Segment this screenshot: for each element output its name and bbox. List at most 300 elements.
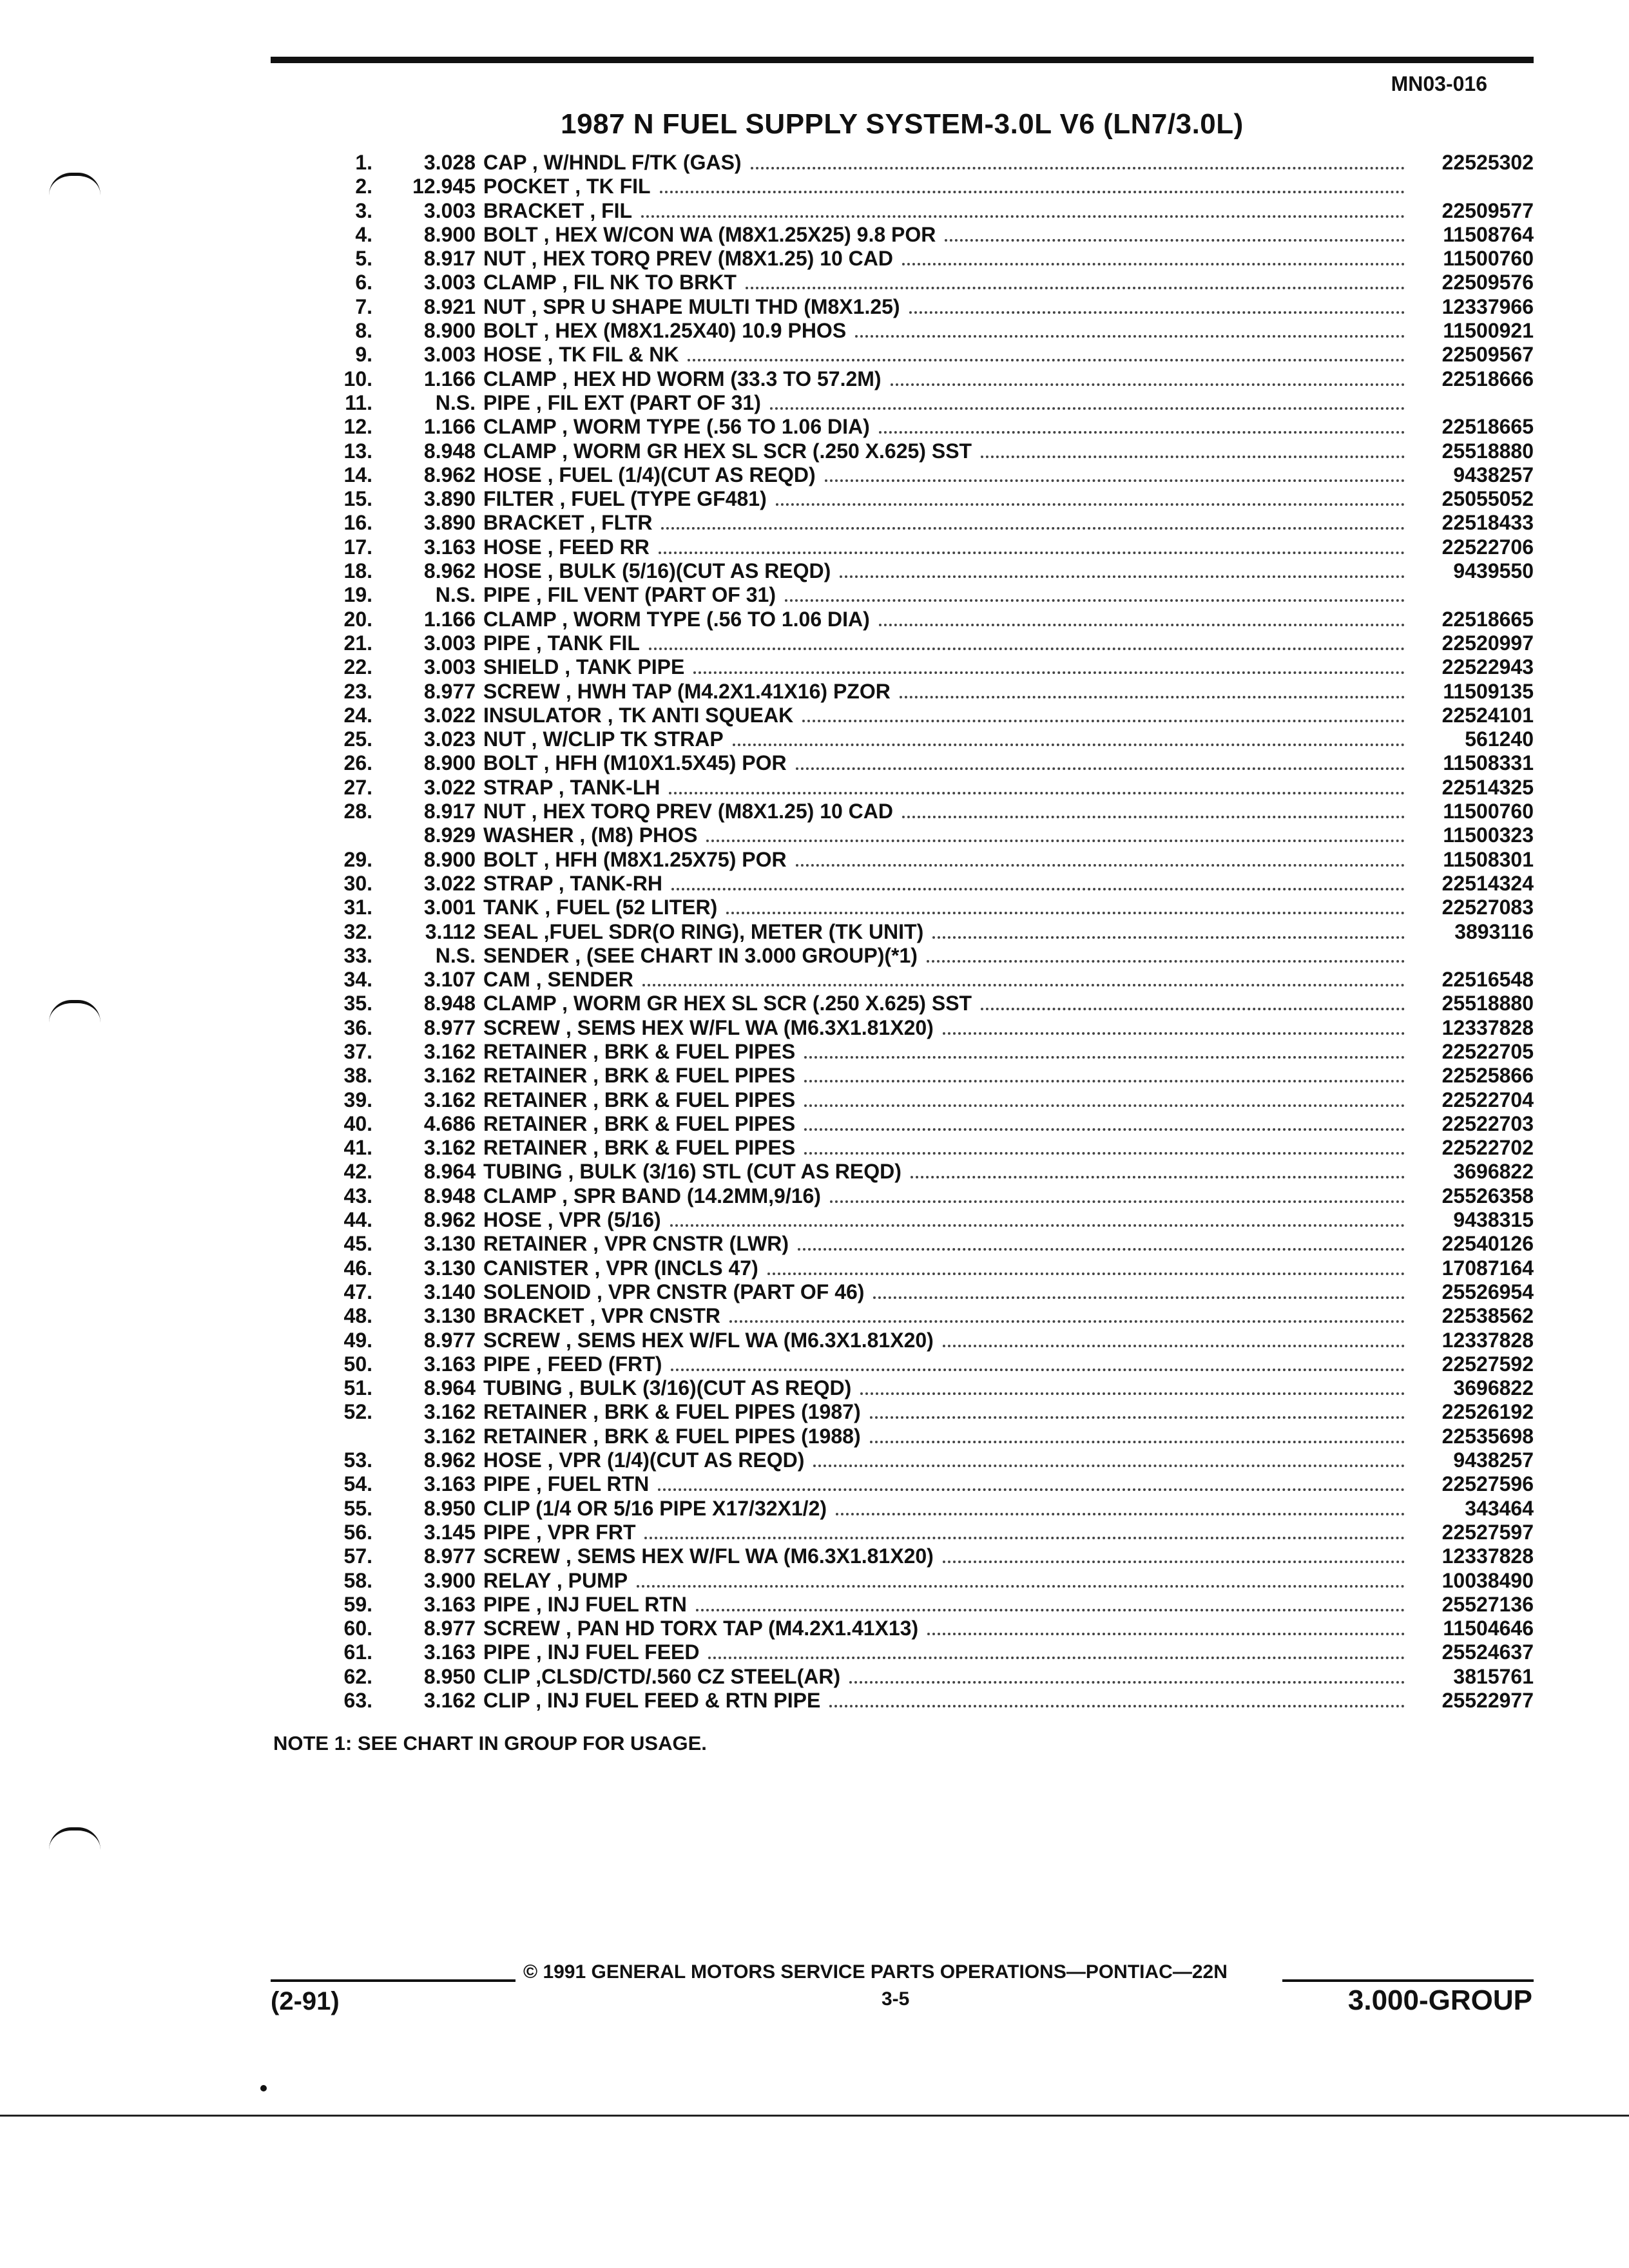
item-number: 41. bbox=[343, 1136, 372, 1160]
part-detail: , HFH (M10X1.5X45) POR bbox=[543, 751, 787, 775]
part-row bbox=[271, 391, 1534, 415]
part-row bbox=[271, 920, 1534, 944]
group-number: 8.921 bbox=[423, 294, 476, 318]
part-description bbox=[483, 1376, 1405, 1400]
part-row bbox=[271, 1376, 1534, 1400]
part-row bbox=[271, 800, 1534, 823]
description-text bbox=[483, 968, 642, 992]
group-number: 8.977 bbox=[423, 1015, 476, 1039]
part-name: CLAMP bbox=[483, 367, 557, 390]
part-name: RELAY bbox=[483, 1568, 551, 1592]
group-number: 3.003 bbox=[423, 198, 476, 222]
part-description bbox=[483, 1593, 1405, 1617]
part-row bbox=[271, 1400, 1534, 1424]
part-name: SENDER bbox=[483, 943, 570, 967]
description-text bbox=[483, 751, 796, 775]
description-text bbox=[483, 1208, 670, 1232]
part-row bbox=[271, 968, 1534, 992]
group-number: 3.163 bbox=[423, 535, 476, 559]
description-text bbox=[483, 1472, 658, 1496]
part-row bbox=[271, 776, 1534, 800]
part-row bbox=[271, 1329, 1534, 1352]
part-name: NUT bbox=[483, 727, 526, 751]
dot-leader bbox=[658, 1488, 1405, 1491]
part-name: BRACKET bbox=[483, 1304, 584, 1328]
description-text bbox=[483, 1593, 696, 1617]
part-row bbox=[271, 1593, 1534, 1617]
part-detail: , SENDER bbox=[535, 968, 633, 992]
part-row bbox=[271, 295, 1534, 319]
dot-leader bbox=[802, 720, 1405, 722]
dot-leader bbox=[637, 1585, 1405, 1588]
part-number: 22535698 bbox=[1441, 1424, 1534, 1448]
description-text bbox=[483, 1040, 804, 1064]
item-number: 34. bbox=[343, 968, 372, 992]
item-number: 63. bbox=[343, 1689, 372, 1712]
part-number: 12337828 bbox=[1441, 1015, 1534, 1039]
description-text bbox=[483, 944, 927, 968]
part-detail: , FIL bbox=[590, 198, 633, 222]
part-description bbox=[483, 1689, 1405, 1713]
part-row bbox=[271, 463, 1534, 487]
item-number: 48. bbox=[343, 1304, 372, 1328]
group-number: 3.163 bbox=[423, 1640, 476, 1664]
dot-leader bbox=[879, 431, 1405, 434]
part-name: SCREW bbox=[483, 1617, 561, 1640]
part-name: CLAMP bbox=[483, 607, 557, 631]
part-detail: , W/HNDL F/TK (GAS) bbox=[532, 151, 742, 174]
group-number: 3.130 bbox=[423, 1304, 476, 1328]
part-description bbox=[483, 583, 1405, 607]
part-number: 22522943 bbox=[1441, 655, 1534, 679]
item-number: 20. bbox=[343, 607, 372, 631]
dot-leader bbox=[688, 359, 1405, 361]
description-text bbox=[483, 1425, 870, 1448]
dot-leader bbox=[659, 552, 1405, 554]
part-row bbox=[271, 583, 1534, 607]
group-number: 3.163 bbox=[423, 1592, 476, 1616]
description-text bbox=[483, 583, 785, 607]
part-description bbox=[483, 1232, 1405, 1256]
part-detail: , FEED RR bbox=[547, 535, 650, 559]
part-number: 3696822 bbox=[1453, 1376, 1534, 1400]
part-description bbox=[483, 415, 1405, 439]
group-number: N.S. bbox=[435, 943, 476, 967]
description-text bbox=[483, 1400, 870, 1424]
group-number: 3.023 bbox=[423, 727, 476, 751]
part-number: 3893116 bbox=[1454, 919, 1534, 943]
part-detail: , SEMS HEX W/FL WA (M6.3X1.81X20) bbox=[566, 1544, 934, 1568]
dot-leader bbox=[693, 671, 1405, 674]
part-detail: , VPR CNSTR bbox=[590, 1304, 721, 1328]
part-number: 22518665 bbox=[1441, 607, 1534, 631]
dot-leader bbox=[855, 335, 1405, 338]
item-number: 13. bbox=[343, 439, 372, 463]
part-detail: , VPR (1/4)(CUT AS REQD) bbox=[547, 1448, 805, 1472]
part-description bbox=[483, 391, 1405, 415]
group-number: 8.962 bbox=[423, 1208, 476, 1232]
item-number: 35. bbox=[343, 992, 372, 1015]
group-number: 3.145 bbox=[423, 1520, 476, 1544]
group-number: 3.163 bbox=[423, 1352, 476, 1376]
part-detail: , SPR BAND (14.2MM,9/16) bbox=[562, 1184, 821, 1207]
part-description bbox=[483, 1400, 1405, 1424]
description-text bbox=[483, 343, 688, 367]
part-description bbox=[483, 823, 1405, 847]
description-text bbox=[483, 1304, 729, 1328]
part-number: 22514325 bbox=[1441, 775, 1534, 799]
dot-leader bbox=[911, 1176, 1405, 1178]
part-number: 22527596 bbox=[1441, 1472, 1534, 1496]
group-number: 8.977 bbox=[423, 1328, 476, 1352]
description-text bbox=[483, 463, 825, 487]
page-number: 3-5 bbox=[882, 1988, 910, 2010]
dot-leader bbox=[746, 287, 1405, 289]
part-description bbox=[483, 559, 1405, 583]
dot-leader bbox=[796, 864, 1405, 867]
description-text bbox=[483, 848, 796, 872]
group-number: 3.162 bbox=[423, 1088, 476, 1111]
item-number: 52. bbox=[343, 1400, 372, 1424]
part-number: 11500921 bbox=[1443, 319, 1534, 343]
part-row bbox=[271, 223, 1534, 247]
part-row bbox=[271, 559, 1534, 583]
part-number: 22522704 bbox=[1441, 1088, 1534, 1111]
description-text bbox=[483, 151, 751, 175]
group-number: 8.900 bbox=[423, 847, 476, 871]
dot-leader bbox=[660, 191, 1405, 193]
part-detail: , PAN HD TORX TAP (M4.2X1.41X13) bbox=[566, 1617, 919, 1640]
part-number: 25524637 bbox=[1441, 1640, 1534, 1664]
part-description bbox=[483, 295, 1405, 319]
group-number: N.S. bbox=[435, 390, 476, 414]
description-text bbox=[483, 1136, 804, 1160]
dot-leader bbox=[879, 624, 1405, 626]
part-description bbox=[483, 1280, 1405, 1304]
part-description bbox=[483, 1569, 1405, 1593]
part-name: RETAINER bbox=[483, 1039, 588, 1063]
part-row bbox=[271, 1665, 1534, 1689]
part-detail: , FEED (FRT) bbox=[535, 1352, 662, 1376]
part-description bbox=[483, 367, 1405, 391]
group-number: 3.022 bbox=[423, 703, 476, 727]
dot-leader bbox=[804, 1056, 1405, 1059]
part-row bbox=[271, 1184, 1534, 1208]
part-name: SCREW bbox=[483, 1328, 561, 1352]
description-text bbox=[483, 655, 693, 679]
part-number: 12337828 bbox=[1441, 1328, 1534, 1352]
dot-leader bbox=[829, 1705, 1405, 1707]
dot-leader bbox=[733, 744, 1405, 746]
part-row bbox=[271, 487, 1534, 511]
part-row bbox=[271, 151, 1534, 175]
item-number: 36. bbox=[343, 1015, 372, 1039]
part-detail: , HFH (M8X1.25X75) POR bbox=[543, 847, 787, 871]
part-detail: , W/CLIP TK STRAP bbox=[531, 727, 724, 751]
description-text bbox=[483, 1280, 873, 1304]
description-text bbox=[483, 439, 981, 463]
part-detail: , INJ FUEL FEED & RTN PIPE bbox=[535, 1689, 821, 1712]
part-number: 17087164 bbox=[1441, 1256, 1534, 1280]
part-detail: , HWH TAP (M4.2X1.41X16) PZOR bbox=[566, 679, 891, 703]
part-description bbox=[483, 175, 1405, 198]
part-description bbox=[483, 1665, 1405, 1689]
dot-leader bbox=[776, 503, 1405, 506]
part-number: 22520997 bbox=[1441, 631, 1534, 655]
dot-leader bbox=[641, 215, 1405, 218]
part-name: SCREW bbox=[483, 679, 561, 703]
part-row bbox=[271, 680, 1534, 704]
part-description bbox=[483, 968, 1405, 992]
dot-leader bbox=[909, 311, 1405, 314]
part-name: RETAINER bbox=[483, 1088, 588, 1111]
part-description bbox=[483, 1544, 1405, 1568]
part-number: 22522705 bbox=[1441, 1039, 1534, 1063]
part-number: 3815761 bbox=[1453, 1664, 1534, 1688]
part-detail: , BULK (5/16)(CUT AS REQD) bbox=[547, 559, 831, 583]
part-number: 561240 bbox=[1465, 727, 1534, 751]
part-detail: , VPR CNSTR (LWR) bbox=[593, 1232, 789, 1256]
dot-leader bbox=[804, 1128, 1405, 1131]
item-number: 22. bbox=[343, 655, 372, 679]
part-detail: , BRK & FUEL PIPES bbox=[593, 1039, 796, 1063]
part-name: NUT bbox=[483, 294, 526, 318]
item-number: 57. bbox=[343, 1544, 372, 1568]
part-name: NUT bbox=[483, 247, 526, 271]
part-detail: , HEX (M8X1.25X40) 10.9 PHOS bbox=[543, 319, 847, 343]
part-description bbox=[483, 848, 1405, 872]
part-row bbox=[271, 1232, 1534, 1256]
part-detail: , FIL EXT (PART OF 31) bbox=[535, 390, 761, 414]
part-row bbox=[271, 1521, 1534, 1544]
part-detail: , WORM GR HEX SL SCR (.250 X.625) SST bbox=[562, 992, 972, 1015]
part-number: 22509576 bbox=[1441, 271, 1534, 294]
part-row bbox=[271, 655, 1534, 679]
part-name: RETAINER bbox=[483, 1400, 588, 1424]
part-row bbox=[271, 751, 1534, 775]
item-number: 27. bbox=[343, 775, 372, 799]
group-number: 3.162 bbox=[423, 1689, 476, 1712]
part-row bbox=[271, 1352, 1534, 1376]
part-detail: , VPR (INCLS 47) bbox=[594, 1256, 758, 1280]
dot-leader bbox=[706, 840, 1405, 842]
part-description bbox=[483, 487, 1405, 511]
part-name: CLIP bbox=[483, 1496, 530, 1520]
dot-leader bbox=[804, 1104, 1405, 1107]
part-name: PIPE bbox=[483, 1640, 530, 1664]
part-description bbox=[483, 1640, 1405, 1664]
group-number: 3.140 bbox=[423, 1280, 476, 1303]
part-number: 22518433 bbox=[1441, 511, 1534, 535]
group-number: 3.022 bbox=[423, 871, 476, 895]
part-name: CLAMP bbox=[483, 415, 557, 439]
group-number: 3.022 bbox=[423, 775, 476, 799]
part-description bbox=[483, 655, 1405, 679]
part-number: 11500760 bbox=[1443, 800, 1534, 823]
part-name: BRACKET bbox=[483, 511, 584, 535]
part-name: SEAL bbox=[483, 919, 538, 943]
item-number: 29. bbox=[343, 847, 372, 871]
description-text bbox=[483, 1497, 836, 1521]
part-row bbox=[271, 1640, 1534, 1664]
description-text bbox=[483, 1256, 767, 1280]
part-row bbox=[271, 1136, 1534, 1160]
part-number: 11500323 bbox=[1443, 823, 1534, 847]
item-number: 60. bbox=[343, 1617, 372, 1640]
item-number: 40. bbox=[343, 1111, 372, 1135]
item-number: 59. bbox=[343, 1592, 372, 1616]
part-row bbox=[271, 175, 1534, 198]
description-text bbox=[483, 487, 776, 511]
dot-leader bbox=[661, 527, 1405, 530]
dot-leader bbox=[981, 456, 1405, 458]
item-number: 54. bbox=[343, 1472, 372, 1496]
group-number: 8.962 bbox=[423, 1448, 476, 1472]
part-number: 22538562 bbox=[1441, 1304, 1534, 1328]
dot-leader bbox=[669, 792, 1405, 794]
item-number: 15. bbox=[343, 487, 372, 511]
part-name: STRAP bbox=[483, 775, 553, 799]
group-label: 3.000-GROUP bbox=[1347, 1984, 1532, 2016]
part-description bbox=[483, 1040, 1405, 1064]
group-number: 3.130 bbox=[423, 1232, 476, 1256]
part-name: RETAINER bbox=[483, 1064, 588, 1088]
part-name: RETAINER bbox=[483, 1232, 588, 1256]
part-row bbox=[271, 823, 1534, 847]
part-number: 22522702 bbox=[1441, 1136, 1534, 1160]
dot-leader bbox=[943, 1345, 1405, 1347]
group-number: 3.112 bbox=[425, 919, 476, 943]
part-description bbox=[483, 727, 1405, 751]
part-number: 9438257 bbox=[1453, 1448, 1534, 1472]
dot-leader bbox=[649, 648, 1405, 650]
part-name: PIPE bbox=[483, 1520, 530, 1544]
page-title: 1987 N FUEL SUPPLY SYSTEM-3.0L V6 (LN7/3.0L) bbox=[561, 108, 1244, 140]
binder-hole-mark bbox=[49, 1827, 101, 1850]
item-number: 62. bbox=[343, 1664, 372, 1688]
part-description bbox=[483, 608, 1405, 631]
description-text bbox=[483, 896, 726, 919]
part-name: PIPE bbox=[483, 631, 530, 655]
item-number: 21. bbox=[343, 631, 372, 655]
part-description bbox=[483, 1448, 1405, 1472]
dot-leader bbox=[785, 599, 1405, 602]
part-detail: , (M8) PHOS bbox=[579, 823, 698, 847]
description-text bbox=[483, 559, 840, 583]
dot-leader bbox=[870, 1441, 1405, 1443]
dot-leader bbox=[900, 696, 1405, 698]
part-name: BOLT bbox=[483, 222, 538, 246]
part-detail: , TK FIL & NK bbox=[547, 343, 679, 367]
dot-leader bbox=[726, 912, 1405, 914]
group-number: 8.900 bbox=[423, 319, 476, 343]
group-number: 8.948 bbox=[423, 439, 476, 463]
group-number: 8.977 bbox=[423, 1617, 476, 1640]
part-description bbox=[483, 1088, 1405, 1112]
header-rule bbox=[271, 57, 1534, 63]
part-number: 22525866 bbox=[1441, 1064, 1534, 1088]
group-number: 8.977 bbox=[423, 1544, 476, 1568]
dot-leader bbox=[849, 1681, 1405, 1684]
group-number: 8.964 bbox=[423, 1376, 476, 1400]
description-text bbox=[483, 608, 879, 631]
group-number: 3.162 bbox=[423, 1039, 476, 1063]
group-number: 8.962 bbox=[423, 559, 476, 583]
part-detail: , VPR CNSTR (PART OF 46) bbox=[597, 1280, 865, 1303]
item-number: 46. bbox=[343, 1256, 372, 1280]
item-number: 51. bbox=[343, 1376, 372, 1400]
footer-rule-left bbox=[271, 1979, 516, 1982]
item-number: 23. bbox=[343, 679, 372, 703]
part-description bbox=[483, 343, 1405, 367]
part-row bbox=[271, 1208, 1534, 1232]
part-detail: , FIL VENT (PART OF 31) bbox=[535, 583, 776, 607]
part-name: BOLT bbox=[483, 751, 538, 775]
part-detail: , BRK & FUEL PIPES bbox=[593, 1064, 796, 1088]
part-row bbox=[271, 271, 1534, 294]
part-row bbox=[271, 944, 1534, 968]
part-description bbox=[483, 1256, 1405, 1280]
group-number: 3.890 bbox=[423, 511, 476, 535]
part-description bbox=[483, 1617, 1405, 1640]
part-number: 9438315 bbox=[1453, 1208, 1534, 1232]
part-name: PIPE bbox=[483, 1472, 530, 1496]
description-text bbox=[483, 415, 879, 439]
dot-leader bbox=[804, 1080, 1405, 1082]
group-number: 8.917 bbox=[423, 247, 476, 271]
part-detail: , INJ FUEL RTN bbox=[535, 1592, 687, 1616]
description-text bbox=[483, 391, 770, 415]
dot-leader bbox=[902, 263, 1405, 265]
item-number: 50. bbox=[343, 1352, 372, 1376]
description-text bbox=[483, 1112, 804, 1136]
part-row bbox=[271, 319, 1534, 343]
item-number: 39. bbox=[343, 1088, 372, 1111]
part-row bbox=[271, 608, 1534, 631]
description-text bbox=[483, 1016, 943, 1040]
description-text bbox=[483, 367, 891, 391]
part-description bbox=[483, 1352, 1405, 1376]
description-text bbox=[483, 1569, 637, 1593]
item-number: 5. bbox=[355, 247, 372, 271]
description-text bbox=[483, 295, 909, 319]
part-row bbox=[271, 1472, 1534, 1496]
part-number: 22526192 bbox=[1441, 1400, 1534, 1424]
group-number: N.S. bbox=[435, 583, 476, 607]
description-text bbox=[483, 776, 669, 800]
part-description bbox=[483, 1016, 1405, 1040]
part-name: TANK bbox=[483, 896, 539, 919]
part-description bbox=[483, 511, 1405, 535]
dot-leader bbox=[943, 1561, 1405, 1563]
part-name: HOSE bbox=[483, 463, 542, 486]
part-row bbox=[271, 1256, 1534, 1280]
dot-leader bbox=[873, 1296, 1405, 1299]
item-number: 47. bbox=[343, 1280, 372, 1303]
part-description bbox=[483, 151, 1405, 175]
item-number: 43. bbox=[343, 1184, 372, 1207]
part-row bbox=[271, 1448, 1534, 1472]
part-description bbox=[483, 680, 1405, 704]
part-name: HOSE bbox=[483, 559, 542, 583]
item-number: 49. bbox=[343, 1328, 372, 1352]
dot-leader bbox=[927, 960, 1405, 963]
description-text bbox=[483, 631, 649, 655]
part-description bbox=[483, 439, 1405, 463]
item-number: 2. bbox=[355, 175, 372, 198]
part-row bbox=[271, 704, 1534, 727]
part-description bbox=[483, 1160, 1405, 1184]
